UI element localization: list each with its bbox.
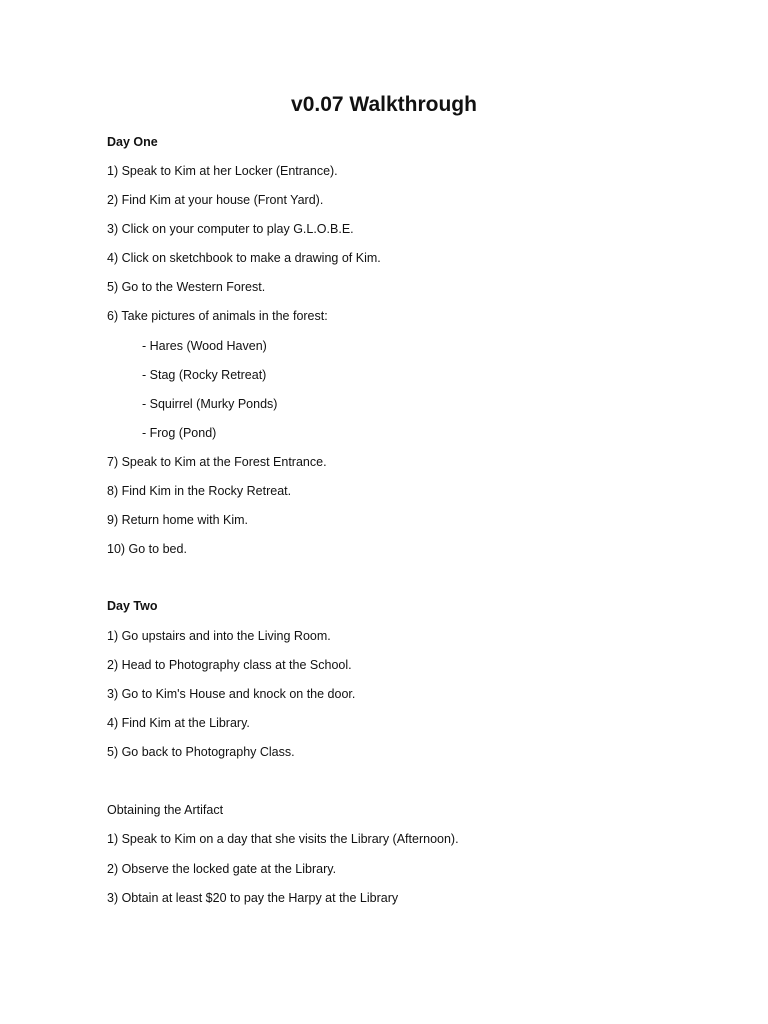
list-item: 5) Go back to Photography Class.	[107, 745, 295, 759]
sub-list-item: - Hares (Wood Haven)	[142, 339, 267, 353]
list-item: 7) Speak to Kim at the Forest Entrance.	[107, 455, 327, 469]
list-item: 4) Click on sketchbook to make a drawing of Kim.	[107, 251, 381, 265]
list-item: 1) Speak to Kim on a day that she visits the Library (Afternoon).	[107, 832, 459, 846]
list-item: 3) Go to Kim's House and knock on the door.	[107, 687, 356, 701]
sub-list-item: - Squirrel (Murky Ponds)	[142, 397, 278, 411]
list-item: 6) Take pictures of animals in the forest:	[107, 309, 328, 323]
list-item: 1) Speak to Kim at her Locker (Entrance).	[107, 164, 338, 178]
list-item: 3) Obtain at least $20 to pay the Harpy at the Library	[107, 891, 399, 905]
section-heading-artifact: Obtaining the Artifact	[107, 803, 224, 817]
list-item: 10) Go to bed.	[107, 542, 187, 556]
list-item: 1) Go upstairs and into the Living Room.	[107, 629, 331, 643]
list-item: 2) Head to Photography class at the School.	[107, 658, 352, 672]
section-heading-day-one: Day One	[107, 135, 158, 149]
list-item: 4) Find Kim at the Library.	[107, 716, 250, 730]
sub-list-item: - Frog (Pond)	[142, 426, 217, 440]
list-item: 2) Observe the locked gate at the Library.	[107, 862, 337, 876]
document-title: v0.07 Walkthrough	[291, 93, 477, 116]
list-item: 5) Go to the Western Forest.	[107, 280, 266, 294]
list-item: 3) Click on your computer to play G.L.O.B.E.	[107, 222, 354, 236]
list-item: 9) Return home with Kim.	[107, 513, 249, 527]
sub-list-item: - Stag (Rocky Retreat)	[142, 368, 267, 382]
list-item: 8) Find Kim in the Rocky Retreat.	[107, 484, 292, 498]
list-item: 2) Find Kim at your house (Front Yard).	[107, 193, 324, 207]
section-heading-day-two: Day Two	[107, 599, 158, 613]
